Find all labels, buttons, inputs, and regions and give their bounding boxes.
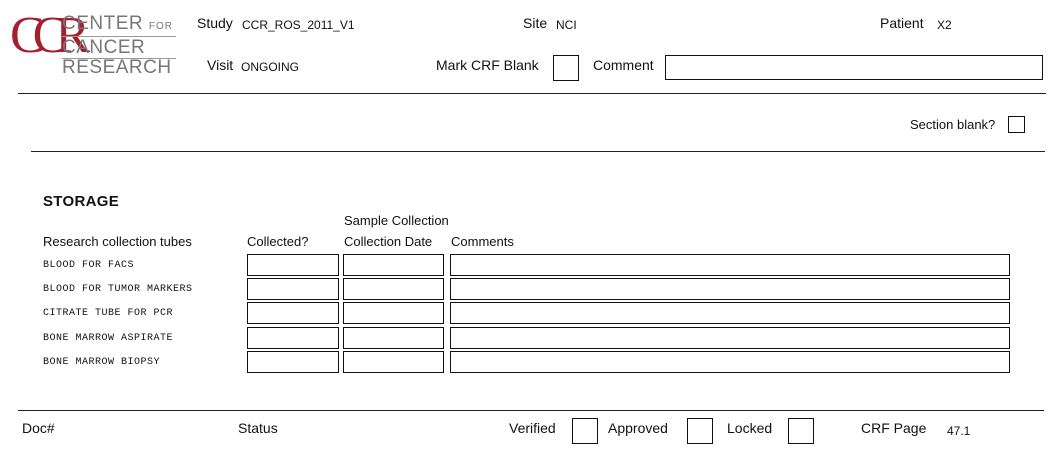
ccr-logo <box>10 8 190 78</box>
collection-date-field[interactable] <box>343 254 444 276</box>
study-label: Study <box>197 15 233 31</box>
tube-name: CITRATE TUBE FOR PCR <box>43 308 174 319</box>
ccr-logo-letters: CCR <box>10 7 79 64</box>
study-value: CCR_ROS_2011_V1 <box>242 18 355 32</box>
collection-date-field[interactable] <box>343 351 444 373</box>
tube-name: BONE MARROW ASPIRATE <box>43 333 174 344</box>
logo-line-cancer: CANCER <box>62 37 146 58</box>
header-divider <box>18 93 1046 94</box>
site-label: Site <box>523 15 548 31</box>
crf-page-label: CRF Page <box>861 420 927 436</box>
collected-field[interactable] <box>247 254 339 276</box>
site-value: NCI <box>556 18 577 32</box>
logo-for-text: FOR <box>148 21 174 32</box>
visit-label: Visit <box>207 57 234 73</box>
patient-value: X2 <box>937 18 952 32</box>
locked-checkbox[interactable] <box>788 418 814 444</box>
comment-label: Comment <box>593 57 654 73</box>
table-row <box>0 302 1064 324</box>
verified-label: Verified <box>509 420 556 436</box>
col-header-tubes: Research collection tubes <box>43 234 192 249</box>
logo-center-text: CENTER <box>62 13 144 34</box>
comments-field[interactable] <box>450 327 1010 349</box>
tube-name: BLOOD FOR FACS <box>43 260 135 271</box>
collection-date-field[interactable] <box>343 302 444 324</box>
comments-field[interactable] <box>450 254 1010 276</box>
table-row <box>0 327 1064 349</box>
approved-label: Approved <box>608 420 668 436</box>
logo-line-center <box>62 14 173 37</box>
doc-number-label: Doc# <box>22 420 55 436</box>
col-header-collected: Collected? <box>247 234 309 249</box>
comments-field[interactable] <box>450 278 1010 300</box>
collected-field[interactable] <box>247 302 339 324</box>
collected-field[interactable] <box>247 327 339 349</box>
crf-page-value: 47.1 <box>947 424 971 438</box>
mark-crf-blank-checkbox[interactable] <box>553 55 579 81</box>
table-row <box>0 254 1064 276</box>
tube-name: BONE MARROW BIOPSY <box>43 357 161 368</box>
section-blank-label: Section blank? <box>910 117 996 132</box>
section-blank-checkbox[interactable] <box>1008 116 1025 133</box>
col-header-date: Collection Date <box>344 234 433 249</box>
patient-label: Patient <box>880 15 924 31</box>
locked-label: Locked <box>727 420 773 436</box>
collected-field[interactable] <box>247 351 339 373</box>
verified-checkbox[interactable] <box>572 418 598 444</box>
comments-field[interactable] <box>450 302 1010 324</box>
mark-crf-blank-label: Mark CRF Blank <box>436 57 539 73</box>
footer-divider <box>18 410 1044 411</box>
storage-title: STORAGE <box>43 193 120 210</box>
comment-field[interactable] <box>665 55 1043 80</box>
approved-checkbox[interactable] <box>687 418 713 444</box>
comments-field[interactable] <box>450 351 1010 373</box>
sample-collection-header: Sample Collection <box>344 213 449 228</box>
section-divider <box>31 151 1045 152</box>
collected-field[interactable] <box>247 278 339 300</box>
collection-date-field[interactable] <box>343 327 444 349</box>
table-row <box>0 351 1064 373</box>
col-header-comments: Comments <box>451 234 514 249</box>
collection-date-field[interactable] <box>343 278 444 300</box>
status-label: Status <box>238 420 278 436</box>
table-row <box>0 278 1064 300</box>
logo-line-research: RESEARCH <box>62 57 172 78</box>
visit-value: ONGOING <box>241 60 300 74</box>
tube-name: BLOOD FOR TUMOR MARKERS <box>43 284 193 295</box>
